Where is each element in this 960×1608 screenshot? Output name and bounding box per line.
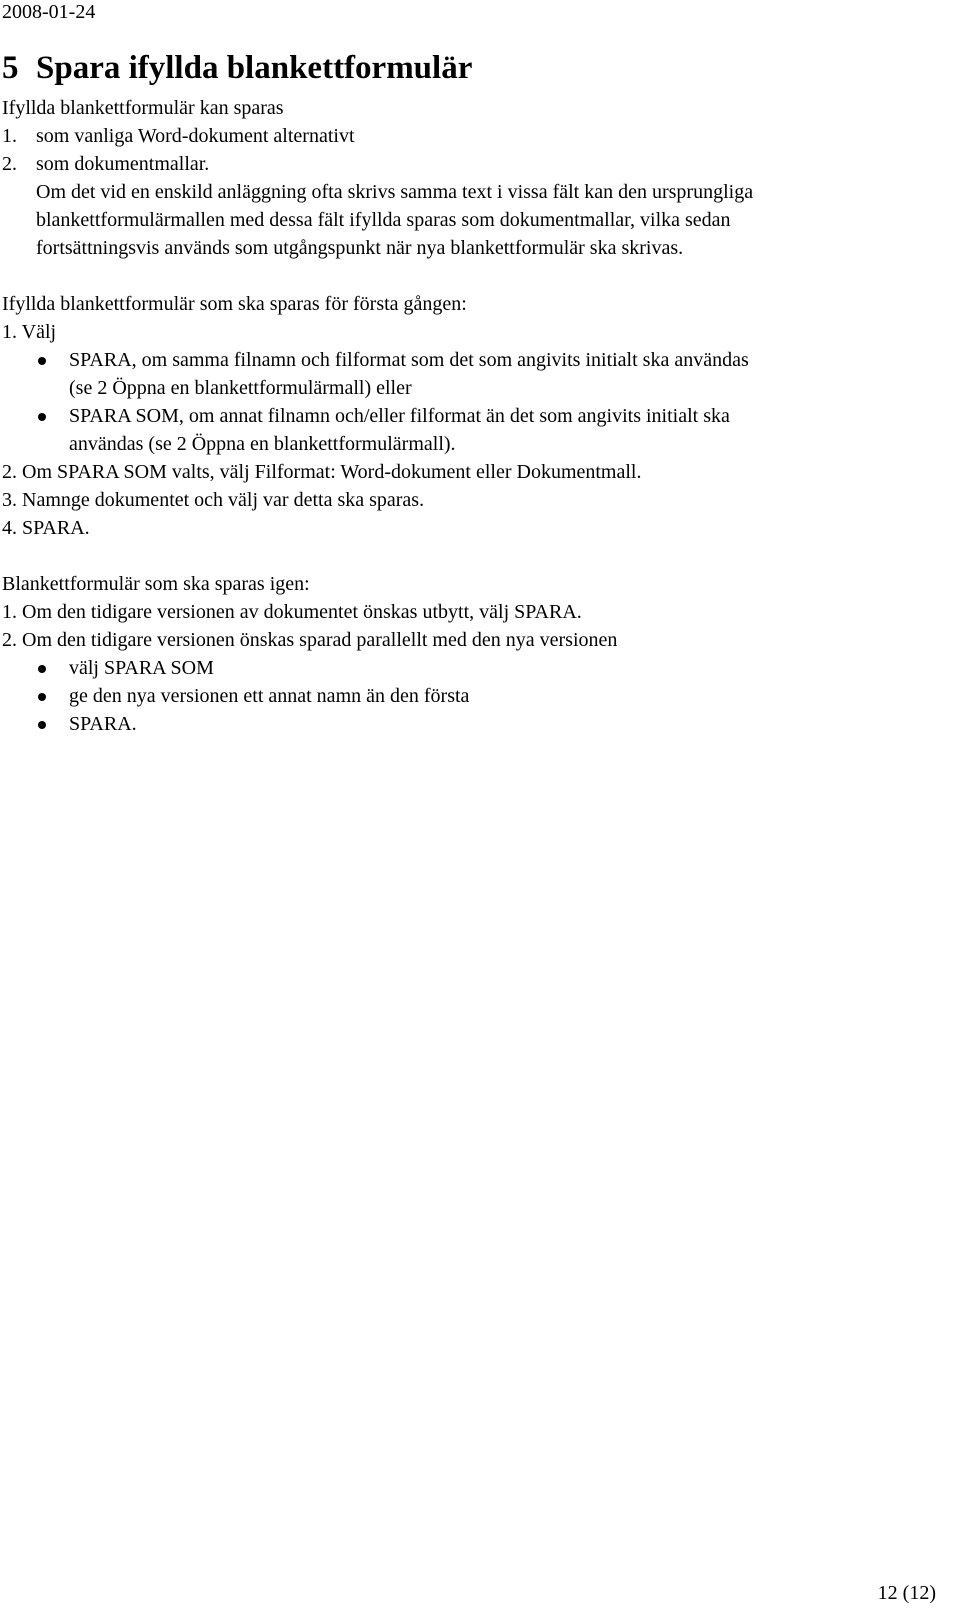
list-item <box>2 122 900 150</box>
step-marker: 2. <box>2 629 17 651</box>
list-item-text: som dokumentmallar. <box>36 153 210 175</box>
list-marker: 2. <box>2 153 17 175</box>
bullet-text: SPARA. <box>69 713 137 735</box>
step-text: Om SPARA SOM valts, välj Filformat: Word-dokument eller Dokumentmall. <box>22 461 642 483</box>
bullet-text: SPARA, om samma filnamn och filformat som det som angivits initialt ska användas <box>69 349 749 371</box>
paragraph-line: fortsättningsvis används som utgångspunkt när nya blankettformulär ska skrivas. <box>36 237 684 259</box>
section-title: Spara ifyllda blankettformulär <box>36 50 473 86</box>
document-body <box>2 94 900 738</box>
spacer <box>2 542 900 570</box>
first-save-heading: Ifyllda blankettformulär som ska sparas för första gången: <box>2 293 467 315</box>
bullet-item <box>2 346 900 374</box>
step-text: Om den tidigare versionen önskas sparad parallellt med den nya versionen <box>22 629 618 651</box>
bullet-item <box>2 402 900 430</box>
step-item <box>2 458 900 486</box>
bullet-icon <box>38 413 46 421</box>
step-marker: 3. <box>2 489 17 511</box>
step-marker: 1. <box>2 601 17 623</box>
section-number: 5 <box>2 50 19 86</box>
step-marker: 4. <box>2 517 17 539</box>
step-text: Namnge dokumentet och välj var detta ska sparas. <box>22 489 425 511</box>
header-date: 2008-01-24 <box>2 1 96 23</box>
step-marker: 2. <box>2 461 17 483</box>
list-marker: 1. <box>2 125 17 147</box>
bullet-item <box>2 710 900 738</box>
list-item-text: som vanliga Word-dokument alternativt <box>36 125 355 147</box>
section-heading <box>2 48 472 88</box>
bullet-text: SPARA SOM, om annat filnamn och/eller filformat än det som angivits initialt ska <box>69 405 730 427</box>
step-item <box>2 514 900 542</box>
step-item <box>2 486 900 514</box>
step-text: SPARA. <box>22 517 90 539</box>
intro-lead: Ifyllda blankettformulär kan sparas <box>2 97 284 119</box>
bullet-item <box>2 682 900 710</box>
bullet-continuation: (se 2 Öppna en blankettformulärmall) eller <box>69 377 412 399</box>
paragraph-line: blankettformulärmallen med dessa fält ifyllda sparas som dokumentmallar, vilka sedan <box>36 209 731 231</box>
bullet-item <box>2 654 900 682</box>
spacer <box>2 262 900 290</box>
resave-heading: Blankettformulär som ska sparas igen: <box>2 573 310 595</box>
step-marker: 1. <box>2 321 17 343</box>
step-text: Välj <box>21 321 57 343</box>
bullet-icon <box>38 357 46 365</box>
bullet-text: välj SPARA SOM <box>69 657 214 679</box>
list-item <box>2 150 900 178</box>
bullet-icon <box>38 721 46 729</box>
bullet-icon <box>38 665 46 673</box>
step-item <box>2 598 900 626</box>
paragraph-line: Om det vid en enskild anläggning ofta skrivs samma text i vissa fält kan den ursprungliga <box>36 181 754 203</box>
page-number: 12 (12) <box>877 1582 936 1604</box>
step-text: Om den tidigare versionen av dokumentet önskas utbytt, välj SPARA. <box>22 601 582 623</box>
bullet-continuation: användas (se 2 Öppna en blankettformulärmall). <box>69 433 456 455</box>
step-item <box>2 318 900 346</box>
step-item <box>2 626 900 654</box>
bullet-icon <box>38 693 46 701</box>
bullet-text: ge den nya versionen ett annat namn än den första <box>69 685 470 707</box>
